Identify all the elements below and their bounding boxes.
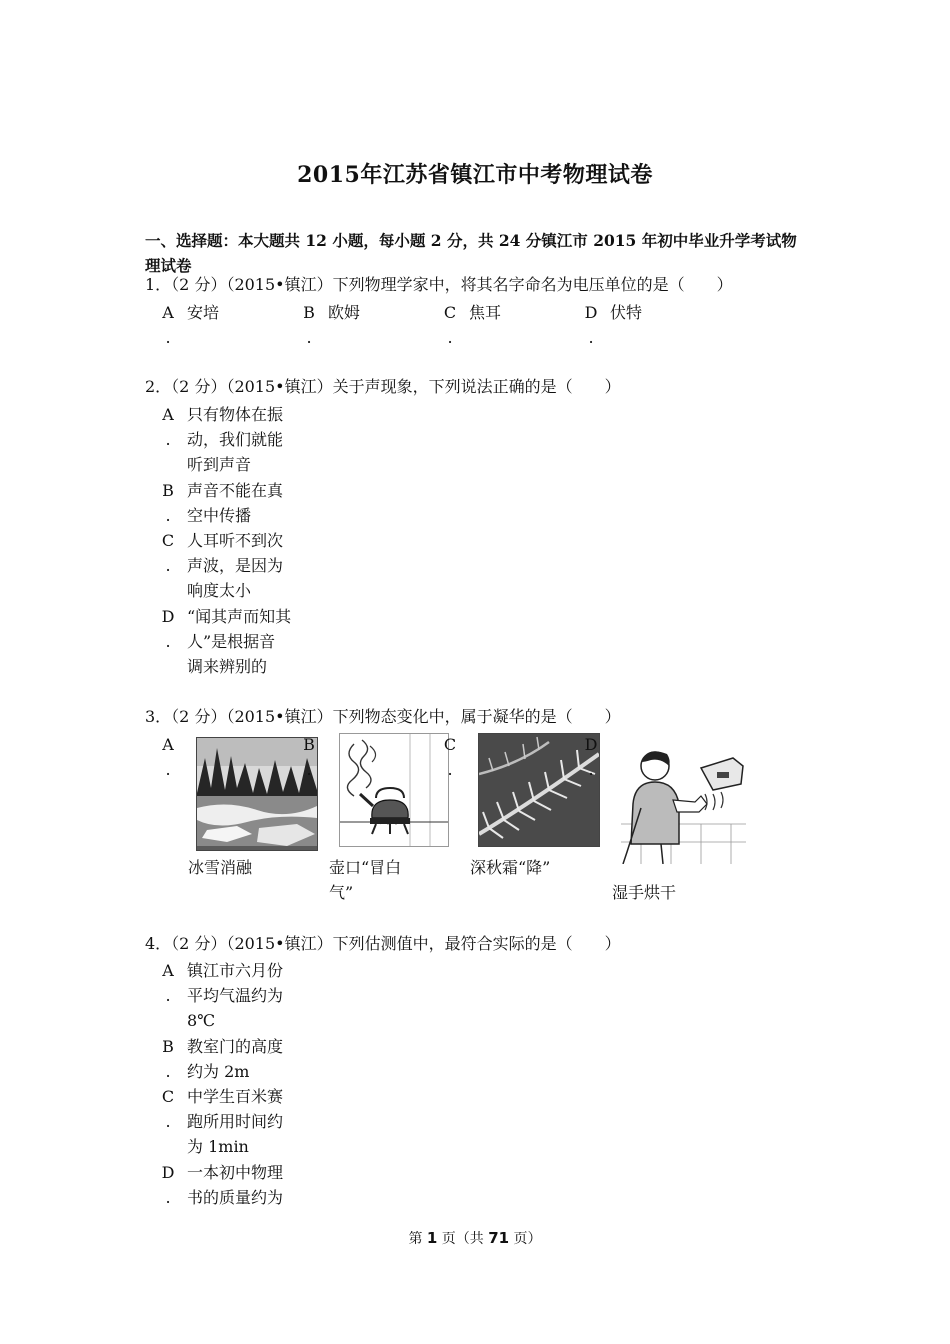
option-text: 人耳听不到次 [187, 531, 284, 550]
caption-text: 冰雪消融 [188, 858, 253, 877]
question-2-stem: 2．（2 分）（2015•镇江）关于声现象，下列说法正确的是（ ） [145, 377, 621, 396]
frost-on-branches-icon [479, 734, 599, 846]
option-letter: D [161, 607, 175, 626]
option-letter: A [162, 303, 174, 322]
option-letter: C [161, 531, 175, 550]
caption-text: 壶口“冒白 [329, 858, 402, 877]
option-dot: . [165, 328, 171, 347]
option-text: 听到声音 [187, 455, 252, 474]
option-dot: . [165, 986, 171, 1005]
option-text: 8℃ [187, 1011, 216, 1030]
question-3-caption-b [329, 855, 401, 905]
option-text: 一本初中物理 [187, 1163, 284, 1182]
option-dot: . [588, 760, 594, 779]
option-dot: . [306, 760, 312, 779]
question-3-caption-d [612, 880, 676, 905]
hand-dryer-image [621, 744, 746, 864]
section-heading-line1: 一、选择题：本大题共 12 小题，每小题 2 分，共 24 分镇江市 2015 年初中毕业升学考试物 [145, 231, 797, 250]
option-text: 镇江市六月份 [187, 961, 284, 980]
option-text: 平均气温约为 [187, 986, 284, 1005]
option-text: “闻其声而知其 [187, 607, 292, 626]
section-heading-line2: 理试卷 [145, 256, 192, 275]
option-dot: . [306, 328, 312, 347]
hand-dryer-icon [621, 744, 746, 864]
question-1-stem: 1．（2 分）（2015•镇江）下列物理学家中，将其名字命名为电压单位的是（ ） [145, 275, 733, 294]
option-letter: C [443, 303, 457, 322]
option-dot: . [447, 328, 453, 347]
option-dot: . [165, 632, 171, 651]
option-dot: . [165, 1062, 171, 1081]
option-text: 声音不能在真 [187, 481, 284, 500]
option-letter: C [161, 1087, 175, 1106]
caption-text: 气” [329, 883, 354, 902]
option-text: 空中传播 [187, 506, 252, 525]
option-letter: D [584, 303, 598, 322]
option-letter: A [162, 405, 174, 424]
option-text: 书的质量约为 [187, 1188, 284, 1207]
option-text: 跑所用时间约 [187, 1112, 284, 1131]
option-text: 声波，是因为 [187, 556, 284, 575]
footer-page-number: 1 [426, 1229, 438, 1247]
option-text: 伏特 [610, 303, 643, 322]
option-letter: B [162, 1037, 174, 1056]
page-title: 2015年江苏省镇江市中考物理试卷 [297, 162, 653, 188]
option-text: 人”是根据音 [187, 632, 276, 651]
option-dot: . [447, 760, 453, 779]
option-letter: B [303, 303, 315, 322]
option-text: 焦耳 [469, 303, 502, 322]
option-dot: . [165, 506, 171, 525]
question-3-caption-a [188, 855, 252, 880]
option-dot: . [165, 1112, 171, 1131]
option-letter: D [161, 1163, 175, 1182]
option-letter: B [303, 735, 315, 754]
option-dot: . [165, 430, 171, 449]
option-letter: A [162, 735, 174, 754]
melting-ice-river-image [196, 737, 318, 851]
footer-total-pages: 71 [488, 1229, 510, 1247]
section-heading [145, 228, 815, 278]
option-text: 中学生百米赛 [187, 1087, 284, 1106]
frost-on-branches-image [478, 733, 600, 847]
question-3-caption-c [470, 855, 550, 880]
caption-text: 湿手烘干 [612, 883, 677, 902]
question-3-stem: 3．（2 分）（2015•镇江）下列物态变化中，属于凝华的是（ ） [145, 707, 621, 726]
option-letter: A [162, 961, 174, 980]
option-text: 欧姆 [328, 303, 361, 322]
option-dot: . [588, 328, 594, 347]
option-dot: . [165, 1188, 171, 1207]
question-4-stem: 4．（2 分）（2015•镇江）下列估测值中，最符合实际的是（ ） [145, 934, 621, 953]
option-text: 约为 2m [187, 1062, 250, 1081]
option-text: 调来辨别的 [187, 657, 268, 676]
steaming-kettle-image [339, 733, 449, 847]
option-text: 安培 [187, 303, 220, 322]
footer-middle: 页（共 [437, 1231, 489, 1247]
caption-text: 深秋霜“降” [470, 858, 551, 877]
option-text: 教室门的高度 [187, 1037, 284, 1056]
option-dot: . [165, 556, 171, 575]
page-footer [0, 1228, 950, 1248]
option-letter: D [584, 735, 598, 754]
steaming-kettle-icon [340, 734, 448, 846]
option-text: 响度太小 [187, 581, 252, 600]
option-letter: C [443, 735, 457, 754]
option-text: 只有物体在振 [187, 405, 284, 424]
footer-prefix: 第 [408, 1231, 427, 1247]
option-text: 动，我们就能 [187, 430, 284, 449]
option-dot: . [165, 760, 171, 779]
option-text: 为 1min [187, 1137, 249, 1156]
melting-ice-river-icon [197, 738, 317, 850]
option-letter: B [162, 481, 174, 500]
footer-suffix: 页） [509, 1231, 542, 1247]
